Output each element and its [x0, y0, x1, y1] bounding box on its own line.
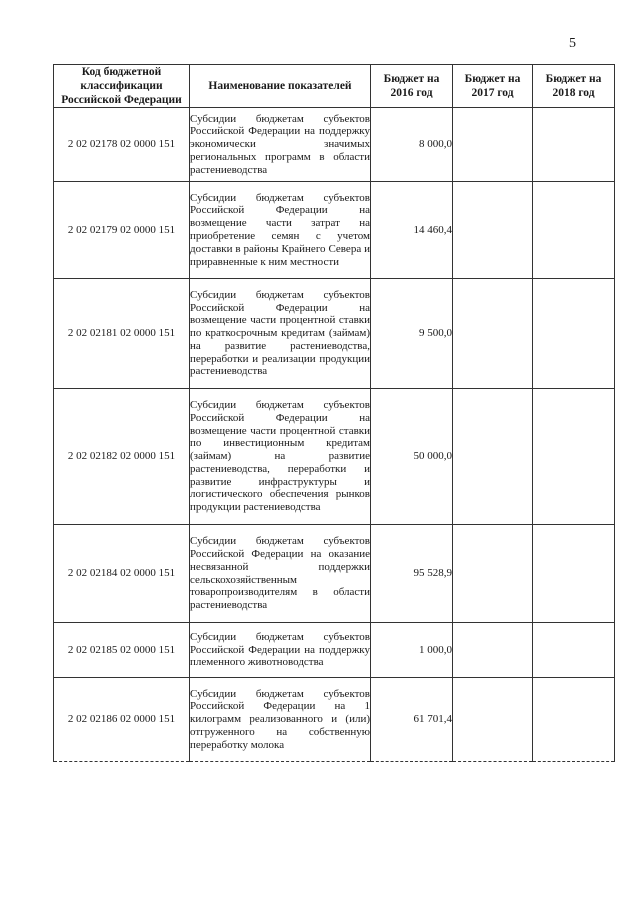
- row-name: Субсидии бюджетам субъектов Российской Федерации на возмещение части процентной ставки по краткосрочным кредитам (займам) на развитие растениеводства, переработки и реализации продукции растениеводства: [190, 279, 371, 389]
- table-row: [54, 182, 615, 279]
- header-budget-2017: Бюджет на 2017 год: [453, 65, 533, 108]
- row-name: Субсидии бюджетам субъектов Российской Федерации на возмещение части затрат на приобретение семян с учетом доставки в районы Крайнего Севера и приравненные к ним местности: [190, 182, 371, 279]
- row-code: 2 02 02182 02 0000 151: [54, 389, 190, 525]
- table-row: [54, 279, 615, 389]
- row-budget-2017: [453, 389, 533, 525]
- row-budget-2016: 1 000,0: [371, 623, 453, 678]
- row-budget-2018: [533, 623, 615, 678]
- row-budget-2016: 61 701,4: [371, 678, 453, 762]
- header-name: Наименование показателей: [190, 65, 371, 108]
- row-code: 2 02 02185 02 0000 151: [54, 623, 190, 678]
- row-budget-2017: [453, 678, 533, 762]
- row-name: Субсидии бюджетам субъектов Российской Федерации на оказание несвязанной поддержки сельскохозяйственным товаропроизводителям в области растениеводства: [190, 525, 371, 623]
- row-budget-2016: 14 460,4: [371, 182, 453, 279]
- row-name: Субсидии бюджетам субъектов Российской Федерации на поддержку экономически значимых региональных программ в области растениеводства: [190, 108, 371, 182]
- table-row: [54, 623, 615, 678]
- row-code: 2 02 02184 02 0000 151: [54, 525, 190, 623]
- row-budget-2018: [533, 108, 615, 182]
- budget-table: [53, 64, 615, 762]
- row-code: 2 02 02179 02 0000 151: [54, 182, 190, 279]
- row-code: 2 02 02181 02 0000 151: [54, 279, 190, 389]
- row-budget-2018: [533, 389, 615, 525]
- row-code: 2 02 02186 02 0000 151: [54, 678, 190, 762]
- row-budget-2018: [533, 678, 615, 762]
- row-budget-2018: [533, 525, 615, 623]
- table-row: [54, 389, 615, 525]
- table-row: [54, 678, 615, 762]
- row-name: Субсидии бюджетам субъектов Российской Федерации на 1 килограмм реализованного и (или) отгруженного на собственную переработку молока: [190, 678, 371, 762]
- row-budget-2017: [453, 182, 533, 279]
- row-name: Субсидии бюджетам субъектов Российской Федерации на поддержку племенного животноводства: [190, 623, 371, 678]
- row-budget-2017: [453, 108, 533, 182]
- row-budget-2016: 9 500,0: [371, 279, 453, 389]
- row-budget-2018: [533, 182, 615, 279]
- row-budget-2017: [453, 525, 533, 623]
- table-header-row: [54, 65, 615, 108]
- table-row: [54, 525, 615, 623]
- row-budget-2017: [453, 279, 533, 389]
- header-budget-2016: Бюджет на 2016 год: [371, 65, 453, 108]
- row-budget-2016: 50 000,0: [371, 389, 453, 525]
- table-row: [54, 108, 615, 182]
- row-budget-2016: 95 528,9: [371, 525, 453, 623]
- row-name: Субсидии бюджетам субъектов Российской Федерации на возмещение части процентной ставки по инвестиционным кредитам (займам) на развитие растениеводства, переработки и развитие инфраструктуры и логистического обеспечения рынков продукции растениеводства: [190, 389, 371, 525]
- row-code: 2 02 02178 02 0000 151: [54, 108, 190, 182]
- header-code: Код бюджетной классификации Российской Федерации: [54, 65, 190, 108]
- row-budget-2017: [453, 623, 533, 678]
- header-budget-2018: Бюджет на 2018 год: [533, 65, 615, 108]
- page-number: 5: [569, 36, 576, 51]
- row-budget-2016: 8 000,0: [371, 108, 453, 182]
- row-budget-2018: [533, 279, 615, 389]
